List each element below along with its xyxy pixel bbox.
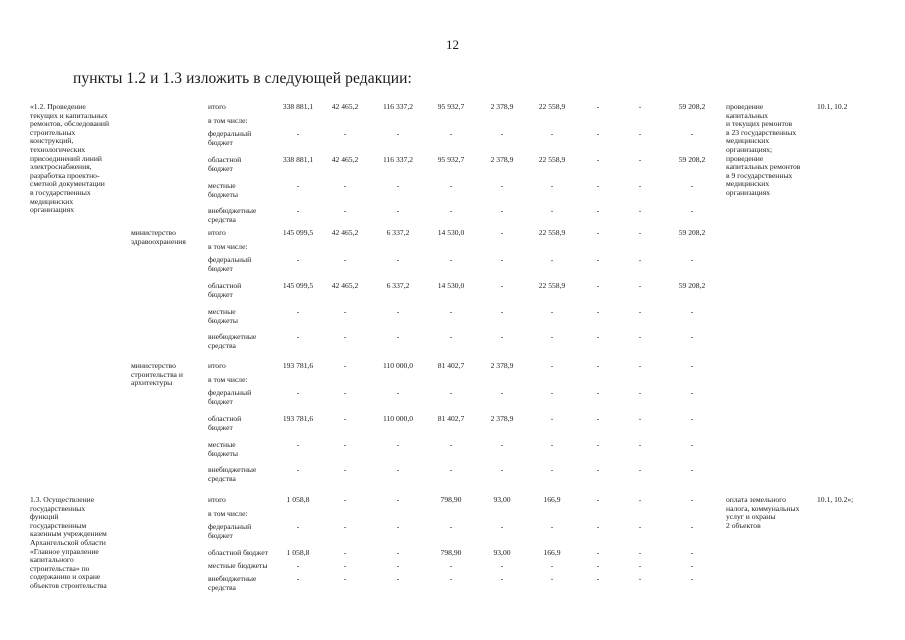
budget-value: -	[449, 388, 453, 397]
budget-value: -	[550, 522, 554, 531]
budget-value: 116 337,2	[382, 155, 414, 164]
budget-value: -	[638, 388, 642, 397]
budget-value: 42 465,2	[331, 102, 359, 111]
budget-value: 2 378,9	[490, 361, 514, 370]
budget-value: -	[396, 181, 400, 190]
budget-value: -	[638, 561, 642, 570]
funding-source: внебюджетные средства	[208, 332, 257, 350]
budget-value: -	[449, 574, 453, 583]
budget-value: -	[690, 307, 694, 316]
budget-value: -	[690, 440, 694, 449]
budget-value: 116 337,2	[382, 102, 414, 111]
budget-value: 42 465,2	[331, 228, 359, 237]
budget-value: 81 402,7	[437, 414, 465, 423]
budget-value: -	[500, 129, 504, 138]
budget-value: -	[690, 129, 694, 138]
budget-value: -	[343, 414, 347, 423]
funding-source: областной бюджет	[208, 155, 242, 173]
budget-value: -	[343, 495, 347, 504]
budget-value: -	[500, 181, 504, 190]
budget-value: -	[690, 255, 694, 264]
budget-value: -	[296, 129, 300, 138]
funding-source: в том числе:	[208, 242, 248, 251]
budget-value: 14 530,0	[437, 281, 465, 290]
budget-value: -	[396, 495, 400, 504]
page-number: 12	[446, 37, 459, 52]
budget-value: -	[500, 307, 504, 316]
budget-value: -	[550, 206, 554, 215]
budget-value: 110 000,0	[382, 414, 414, 423]
budget-value: -	[638, 155, 642, 164]
budget-value: 145 099,5	[282, 281, 314, 290]
budget-value: -	[396, 522, 400, 531]
funding-source: местные бюджеты	[208, 181, 238, 199]
budget-value: -	[690, 181, 694, 190]
budget-value: 1 058,8	[286, 495, 310, 504]
budget-value: -	[396, 440, 400, 449]
budget-value: -	[500, 522, 504, 531]
budget-value: -	[396, 388, 400, 397]
budget-value: -	[449, 465, 453, 474]
budget-value: -	[296, 307, 300, 316]
section-1-3-result: оплата земельного налога, коммунальных услуг и охраны 2 объектов	[726, 495, 800, 530]
budget-value: -	[343, 307, 347, 316]
budget-value: 14 530,0	[437, 228, 465, 237]
budget-value: 6 337,2	[386, 281, 410, 290]
budget-value: -	[550, 561, 554, 570]
budget-value: -	[550, 307, 554, 316]
budget-value: -	[596, 281, 600, 290]
budget-value: -	[296, 522, 300, 531]
budget-value: 193 781,6	[282, 361, 314, 370]
budget-value: -	[500, 561, 504, 570]
budget-value: -	[596, 155, 600, 164]
budget-value: -	[500, 228, 504, 237]
budget-value: -	[690, 414, 694, 423]
amendment-heading: пункты 1.2 и 1.3 изложить в следующей редакции:	[73, 70, 412, 87]
budget-value: -	[396, 548, 400, 557]
budget-value: -	[690, 561, 694, 570]
funding-source: итого	[208, 102, 226, 111]
budget-value: -	[690, 548, 694, 557]
budget-value: -	[343, 388, 347, 397]
budget-value: -	[449, 307, 453, 316]
budget-value: -	[396, 129, 400, 138]
budget-value: -	[449, 206, 453, 215]
budget-value: -	[596, 255, 600, 264]
budget-value: -	[500, 465, 504, 474]
budget-value: -	[396, 465, 400, 474]
budget-value: -	[596, 414, 600, 423]
budget-value: -	[343, 522, 347, 531]
section-1-2-title: «1.2. Проведение текущих и капитальных ремонтов, обследований строительных конструкций, технологических присоединений линий электроснабжения, разработка проектно- сметной документации в государственных медицинских организациях	[30, 102, 110, 215]
funding-source: областной бюджет	[208, 414, 242, 432]
budget-value: -	[690, 574, 694, 583]
budget-value: -	[500, 574, 504, 583]
budget-value: -	[638, 102, 642, 111]
budget-value: -	[690, 332, 694, 341]
funding-source: в том числе:	[208, 509, 248, 518]
budget-value: -	[596, 495, 600, 504]
budget-value: 798,90	[440, 495, 462, 504]
budget-value: -	[296, 574, 300, 583]
funding-source: местные бюджеты	[208, 561, 268, 570]
budget-value: -	[550, 414, 554, 423]
budget-value: -	[596, 561, 600, 570]
budget-value: 1 058,8	[286, 548, 310, 557]
budget-value: -	[296, 255, 300, 264]
budget-value: -	[690, 206, 694, 215]
executor-1: министерство здравоохранения	[131, 228, 186, 246]
budget-value: -	[449, 440, 453, 449]
budget-value: -	[638, 129, 642, 138]
budget-value: -	[550, 388, 554, 397]
budget-value: -	[596, 465, 600, 474]
budget-value: 22 558,9	[538, 155, 566, 164]
budget-value: 95 932,7	[437, 155, 465, 164]
budget-value: -	[296, 181, 300, 190]
budget-value: -	[596, 129, 600, 138]
budget-value: -	[343, 548, 347, 557]
budget-value: -	[596, 574, 600, 583]
budget-value: -	[596, 332, 600, 341]
budget-value: 338 881,1	[282, 155, 314, 164]
budget-value: -	[500, 332, 504, 341]
budget-value: -	[638, 281, 642, 290]
budget-value: -	[500, 206, 504, 215]
budget-value: 166,9	[543, 495, 561, 504]
budget-value: 338 881,1	[282, 102, 314, 111]
section-1-3-indicators: 10.1, 10.2»;	[817, 495, 854, 504]
budget-value: -	[638, 495, 642, 504]
section-1-2-result: проведение капитальных и текущих ремонтов в 23 государственных медицинских организациях; проведение капитальных ремонтов в 9 государственных медицинских организациях	[726, 102, 801, 197]
budget-value: -	[638, 255, 642, 264]
budget-value: 166,9	[543, 548, 561, 557]
budget-value: 59 208,2	[678, 102, 706, 111]
budget-value: -	[596, 307, 600, 316]
budget-value: -	[550, 332, 554, 341]
funding-source: федеральный бюджет	[208, 255, 252, 273]
budget-value: -	[449, 522, 453, 531]
budget-value: -	[343, 206, 347, 215]
budget-value: 22 558,9	[538, 228, 566, 237]
section-1-3-title: 1.3. Осуществление государственных функций государственным казенным учреждением Архангельской области «Главное управление капитального строительства» по содержанию и охране объектов строительства	[30, 495, 107, 590]
budget-value: -	[296, 561, 300, 570]
budget-value: -	[550, 255, 554, 264]
budget-value: -	[638, 307, 642, 316]
funding-source: местные бюджеты	[208, 307, 238, 325]
budget-value: -	[500, 255, 504, 264]
budget-value: 59 208,2	[678, 228, 706, 237]
budget-value: -	[449, 561, 453, 570]
budget-value: -	[449, 255, 453, 264]
executor-2: министерство строительства и архитектуры	[131, 361, 183, 388]
budget-value: 193 781,6	[282, 414, 314, 423]
funding-source: итого	[208, 495, 226, 504]
budget-value: -	[396, 561, 400, 570]
budget-value: 2 378,9	[490, 155, 514, 164]
budget-value: -	[550, 440, 554, 449]
budget-value: 22 558,9	[538, 102, 566, 111]
budget-value: -	[638, 361, 642, 370]
budget-value: -	[296, 465, 300, 474]
budget-value: 42 465,2	[331, 281, 359, 290]
budget-value: 59 208,2	[678, 155, 706, 164]
budget-value: -	[596, 181, 600, 190]
budget-value: -	[690, 495, 694, 504]
funding-source: местные бюджеты	[208, 440, 238, 458]
budget-value: -	[638, 548, 642, 557]
budget-value: -	[638, 332, 642, 341]
budget-value: 42 465,2	[331, 155, 359, 164]
budget-value: -	[690, 388, 694, 397]
budget-value: -	[500, 281, 504, 290]
budget-value: 93,00	[493, 548, 511, 557]
budget-value: -	[343, 440, 347, 449]
budget-value: -	[596, 102, 600, 111]
budget-value: -	[396, 206, 400, 215]
budget-value: -	[638, 574, 642, 583]
budget-value: -	[550, 361, 554, 370]
funding-source: федеральный бюджет	[208, 388, 252, 406]
budget-value: -	[296, 332, 300, 341]
budget-value: 93,00	[493, 495, 511, 504]
budget-value: -	[550, 465, 554, 474]
funding-source: внебюджетные средства	[208, 465, 257, 483]
budget-value: -	[596, 388, 600, 397]
budget-value: -	[638, 440, 642, 449]
funding-source: итого	[208, 361, 226, 370]
budget-value: 59 208,2	[678, 281, 706, 290]
funding-source: областной бюджет	[208, 281, 242, 299]
budget-value: -	[638, 206, 642, 215]
budget-value: -	[343, 574, 347, 583]
budget-value: 2 378,9	[490, 102, 514, 111]
budget-value: 145 099,5	[282, 228, 314, 237]
budget-value: -	[449, 181, 453, 190]
budget-value: -	[343, 181, 347, 190]
budget-value: -	[550, 129, 554, 138]
budget-value: -	[449, 129, 453, 138]
funding-source: в том числе:	[208, 375, 248, 384]
budget-value: -	[500, 440, 504, 449]
funding-source: федеральный бюджет	[208, 522, 252, 540]
budget-value: -	[449, 332, 453, 341]
budget-value: -	[343, 332, 347, 341]
budget-value: -	[396, 332, 400, 341]
budget-value: -	[638, 181, 642, 190]
budget-value: -	[690, 522, 694, 531]
budget-value: -	[596, 522, 600, 531]
budget-value: -	[550, 574, 554, 583]
budget-value: -	[596, 361, 600, 370]
budget-value: 6 337,2	[386, 228, 410, 237]
budget-value: -	[500, 388, 504, 397]
budget-value: -	[596, 548, 600, 557]
budget-value: -	[596, 206, 600, 215]
budget-value: -	[550, 181, 554, 190]
budget-value: -	[296, 206, 300, 215]
budget-value: -	[343, 465, 347, 474]
budget-value: -	[396, 307, 400, 316]
budget-value: -	[343, 361, 347, 370]
budget-value: -	[296, 388, 300, 397]
budget-value: 798,90	[440, 548, 462, 557]
budget-value: -	[690, 361, 694, 370]
budget-value: -	[638, 522, 642, 531]
budget-value: 81 402,7	[437, 361, 465, 370]
budget-value: -	[638, 465, 642, 474]
budget-value: 110 000,0	[382, 361, 414, 370]
budget-value: -	[690, 465, 694, 474]
budget-value: -	[343, 255, 347, 264]
funding-source: внебюджетные средства	[208, 206, 257, 224]
funding-source: итого	[208, 228, 226, 237]
budget-value: -	[396, 574, 400, 583]
budget-value: -	[343, 129, 347, 138]
budget-value: 2 378,9	[490, 414, 514, 423]
budget-value: -	[343, 561, 347, 570]
funding-source: в том числе:	[208, 116, 248, 125]
funding-source: федеральный бюджет	[208, 129, 252, 147]
funding-source: областной бюджет	[208, 548, 268, 557]
budget-value: -	[638, 228, 642, 237]
budget-value: 22 558,9	[538, 281, 566, 290]
budget-value: -	[596, 440, 600, 449]
budget-value: -	[296, 440, 300, 449]
budget-value: -	[638, 414, 642, 423]
section-1-2-indicators: 10.1, 10.2	[817, 102, 848, 111]
budget-value: -	[396, 255, 400, 264]
funding-source: внебюджетные средства	[208, 574, 257, 592]
budget-value: -	[596, 228, 600, 237]
budget-value: 95 932,7	[437, 102, 465, 111]
